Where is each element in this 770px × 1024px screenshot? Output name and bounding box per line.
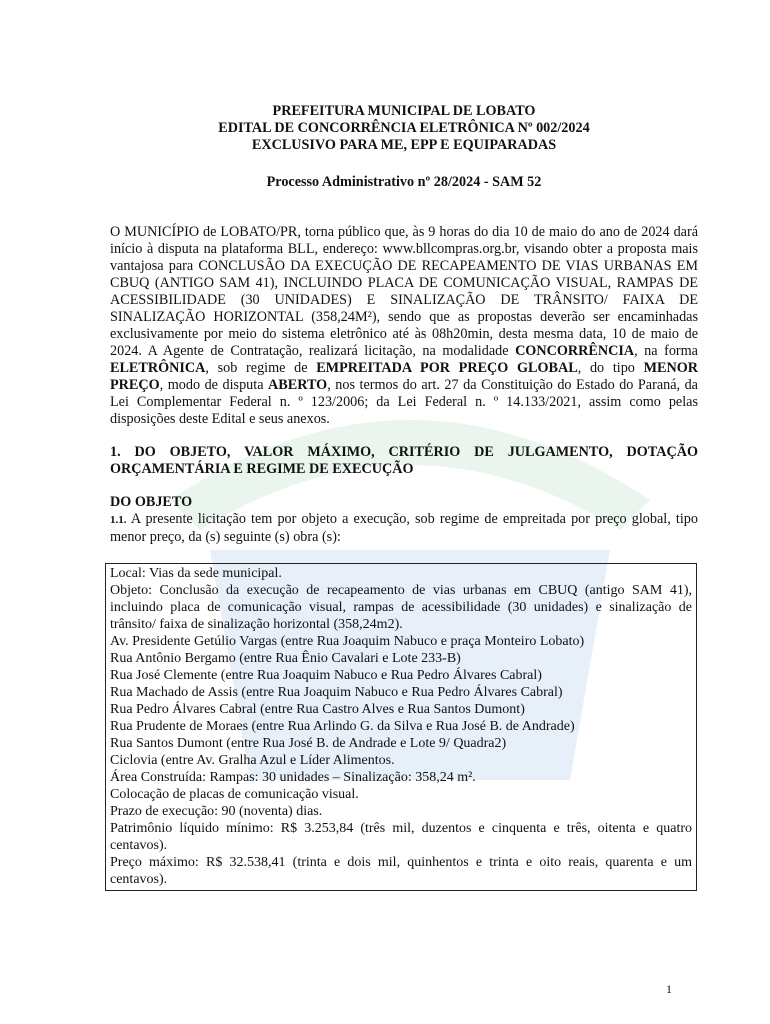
box-line-prazo: Prazo de execução: 90 (noventa) dias. <box>110 804 323 819</box>
box-line-street: Rua Santos Dumont (entre Rua José B. de Andrade e Lote 9/ Quadra2) <box>110 736 507 751</box>
box-line-area: Área Construída: Rampas: 30 unidades – Sinalização: 358,24 m². <box>110 770 476 785</box>
box-line-ciclovia: Ciclovia (entre Av. Gralha Azul e Líder Alimentos. <box>110 753 395 768</box>
header-exclusivity: EXCLUSIVO PARA ME, EPP E EQUIPARADAS <box>251 137 557 153</box>
item-1-1 <box>110 511 698 546</box>
section-1-title: 1. DO OBJETO, VALOR MÁXIMO, CRITÉRIO DE JULGAMENTO, DOTAÇÃO ORÇAMENTÁRIA E REGIME DE EXECUÇÃO <box>110 444 698 477</box>
intro-text-4: , do tipo <box>577 360 644 376</box>
header-municipality: PREFEITURA MUNICIPAL DE LOBATO <box>272 103 536 119</box>
processo-administrativo: Processo Administrativo nº 28/2024 - SAM 52 <box>266 174 542 190</box>
box-line-patrimonio: Patrimônio líquido mínimo: R$ 3.253,84 (três mil, duzentos e cinquenta e três, oitenta e quatro centavos). <box>110 821 692 853</box>
box-line-street: Rua Pedro Álvares Cabral (entre Rua Castro Alves e Rua Santos Dumont) <box>110 702 525 717</box>
item-1-1-text: A presente licitação tem por objeto a execução, sob regime de empreitada por preço global, tipo menor preço, da (s) seguinte (s) obra (s): <box>110 511 698 545</box>
intro-bold-tipo: MENOR PREÇO <box>110 360 698 393</box>
intro-text-1: O MUNICÍPIO de LOBATO/PR, torna público que, às 9 horas do dia 10 de maio do ano de 2024 dará início à disputa na plataforma BLL, endereço: www.bllcompras.org.br, visando obter a proposta mais vantajosa para CONCLUSÃO DA EXECUÇÃO DE RECAPEAMENTO DE VIAS URBANAS EM CBUQ (ANTIGO SAM 41), INCLUINDO PLACA DE COMUNICAÇÃO VISUAL, RAMPAS DE ACESSIBILIDADE (30 UNIDADES) E SINALIZAÇÃO DE TRÂNSITO/ FAIXA DE SINALIZAÇÃO HORIZONTAL (358,24M²), sendo que as propostas deverão ser encaminhadas exclusivamente por meio do sistema eletrônico até às 08h20min, desta mesma data, 10 de maio de 2024. A Agente de Contratação, realizará licitação, na modalidade <box>110 224 698 359</box>
box-line-local: Local: Vias da sede municipal. <box>110 566 282 581</box>
box-line-street: Av. Presidente Getúlio Vargas (entre Rua Joaquim Nabuco e praça Monteiro Lobato) <box>110 634 585 649</box>
box-line-objeto: Objeto: Conclusão da execução de recapeamento de vias urbanas em CBUQ (antigo SAM 41), incluindo placa de comunicação visual, rampas de acessibilidade (30 unidades) e sinalização de trânsito/ faixa de sinalização horizontal (358,24m2). <box>110 583 692 632</box>
page-number: 1 <box>666 982 672 996</box>
intro-text-6: , nos termos do art. 27 da Constituição do Estado do Paraná, da Lei Complementar Federal n. º 123/2006; da Lei Federal n. º 14.133/2021, assim como pelas disposições deste Edital e seus anexos. <box>110 377 698 427</box>
document-header <box>110 103 698 154</box>
intro-text-2: , na forma <box>634 343 698 359</box>
intro-paragraph <box>110 224 698 428</box>
document-page <box>110 0 698 891</box>
intro-bold-forma: ELETRÔNICA <box>110 360 206 376</box>
item-1-1-number: 1.1. <box>110 514 127 526</box>
box-line-street: Rua Machado de Assis (entre Rua Joaquim Nabuco e Rua Pedro Álvares Cabral) <box>110 685 563 700</box>
intro-text-3: , sob regime de <box>205 360 317 376</box>
box-line-placas: Colocação de placas de comunicação visual. <box>110 787 359 802</box>
object-details-box <box>105 563 697 891</box>
header-edital: EDITAL DE CONCORRÊNCIA ELETRÔNICA Nº 002/2024 <box>218 120 590 136</box>
intro-bold-disputa: ABERTO <box>268 377 328 393</box>
do-objeto-heading: DO OBJETO <box>110 494 193 510</box>
box-line-street: Rua Prudente de Moraes (entre Rua Arlindo G. da Silva e Rua José B. de Andrade) <box>110 719 575 734</box>
box-line-street: Rua José Clemente (entre Rua Joaquim Nabuco e Rua Pedro Álvares Cabral) <box>110 668 542 683</box>
intro-text-5: , modo de disputa <box>159 377 269 393</box>
box-line-preco: Preço máximo: R$ 32.538,41 (trinta e dois mil, quinhentos e trinta e oito reais, quarenta e um centavos). <box>110 855 692 887</box>
intro-bold-regime: EMPREITADA POR PREÇO GLOBAL <box>316 360 578 376</box>
intro-bold-modalidade: CONCORRÊNCIA <box>515 343 635 359</box>
box-line-street: Rua Antônio Bergamo (entre Rua Ênio Cavalari e Lote 233-B) <box>110 651 461 666</box>
